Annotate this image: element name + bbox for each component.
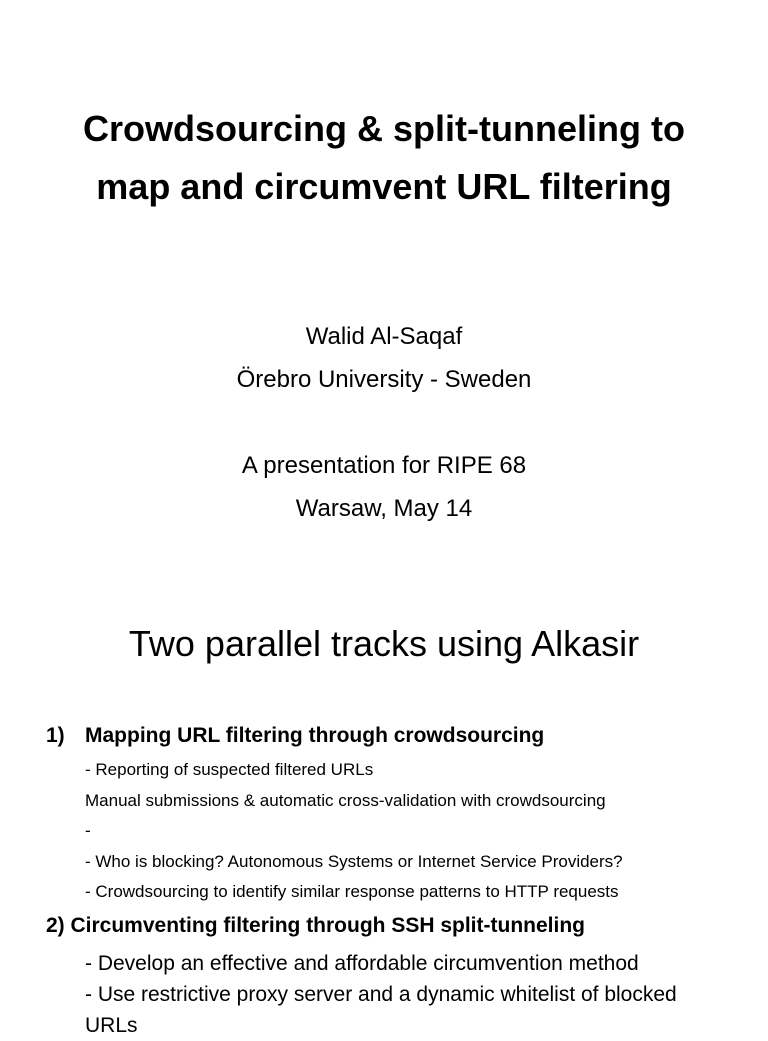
track-2-item: - Develop an effective and affordable circumvention method: [85, 952, 639, 975]
track-2-item: - Use restrictive proxy server and a dynamic whitelist of blocked URLs: [85, 983, 677, 1037]
track-1-heading: [46, 721, 544, 751]
track-2-heading: 2) Circumventing filtering through SSH split-tunneling: [46, 914, 585, 937]
slide-title: Two parallel tracks using Alkasir: [128, 623, 640, 664]
title-line-1: Crowdsourcing & split-tunneling to: [83, 108, 685, 149]
track-1-items: [85, 755, 623, 908]
event-location-date: Warsaw, May 14: [295, 495, 473, 522]
track-1-item: - Reporting of suspected filtered URLs: [85, 760, 374, 779]
content-slide: [0, 576, 768, 1037]
track-1-item: - Who is blocking? Autonomous Systems or Internet Service Providers?: [85, 851, 623, 871]
event-name: A presentation for RIPE 68: [241, 452, 527, 479]
track-1-item: -: [85, 821, 91, 840]
event-block: [0, 444, 768, 530]
author-block: [0, 315, 768, 401]
track-1-item: - Crowdsourcing to identify similar response patterns to HTTP requests: [85, 882, 619, 901]
title-line-2: map and circumvent URL filtering: [96, 166, 672, 207]
author-affiliation: Örebro University - Sweden: [236, 366, 532, 393]
presentation-title: [20, 100, 748, 216]
track-1-number: 1): [46, 724, 65, 747]
track-1-item: Manual submissions & automatic cross-validation with crowdsourcing: [85, 790, 606, 810]
track-2-items: [85, 948, 685, 1041]
author-name: Walid Al-Saqaf: [305, 323, 463, 350]
track-1-heading-text: Mapping URL filtering through crowdsourcing: [85, 724, 545, 747]
